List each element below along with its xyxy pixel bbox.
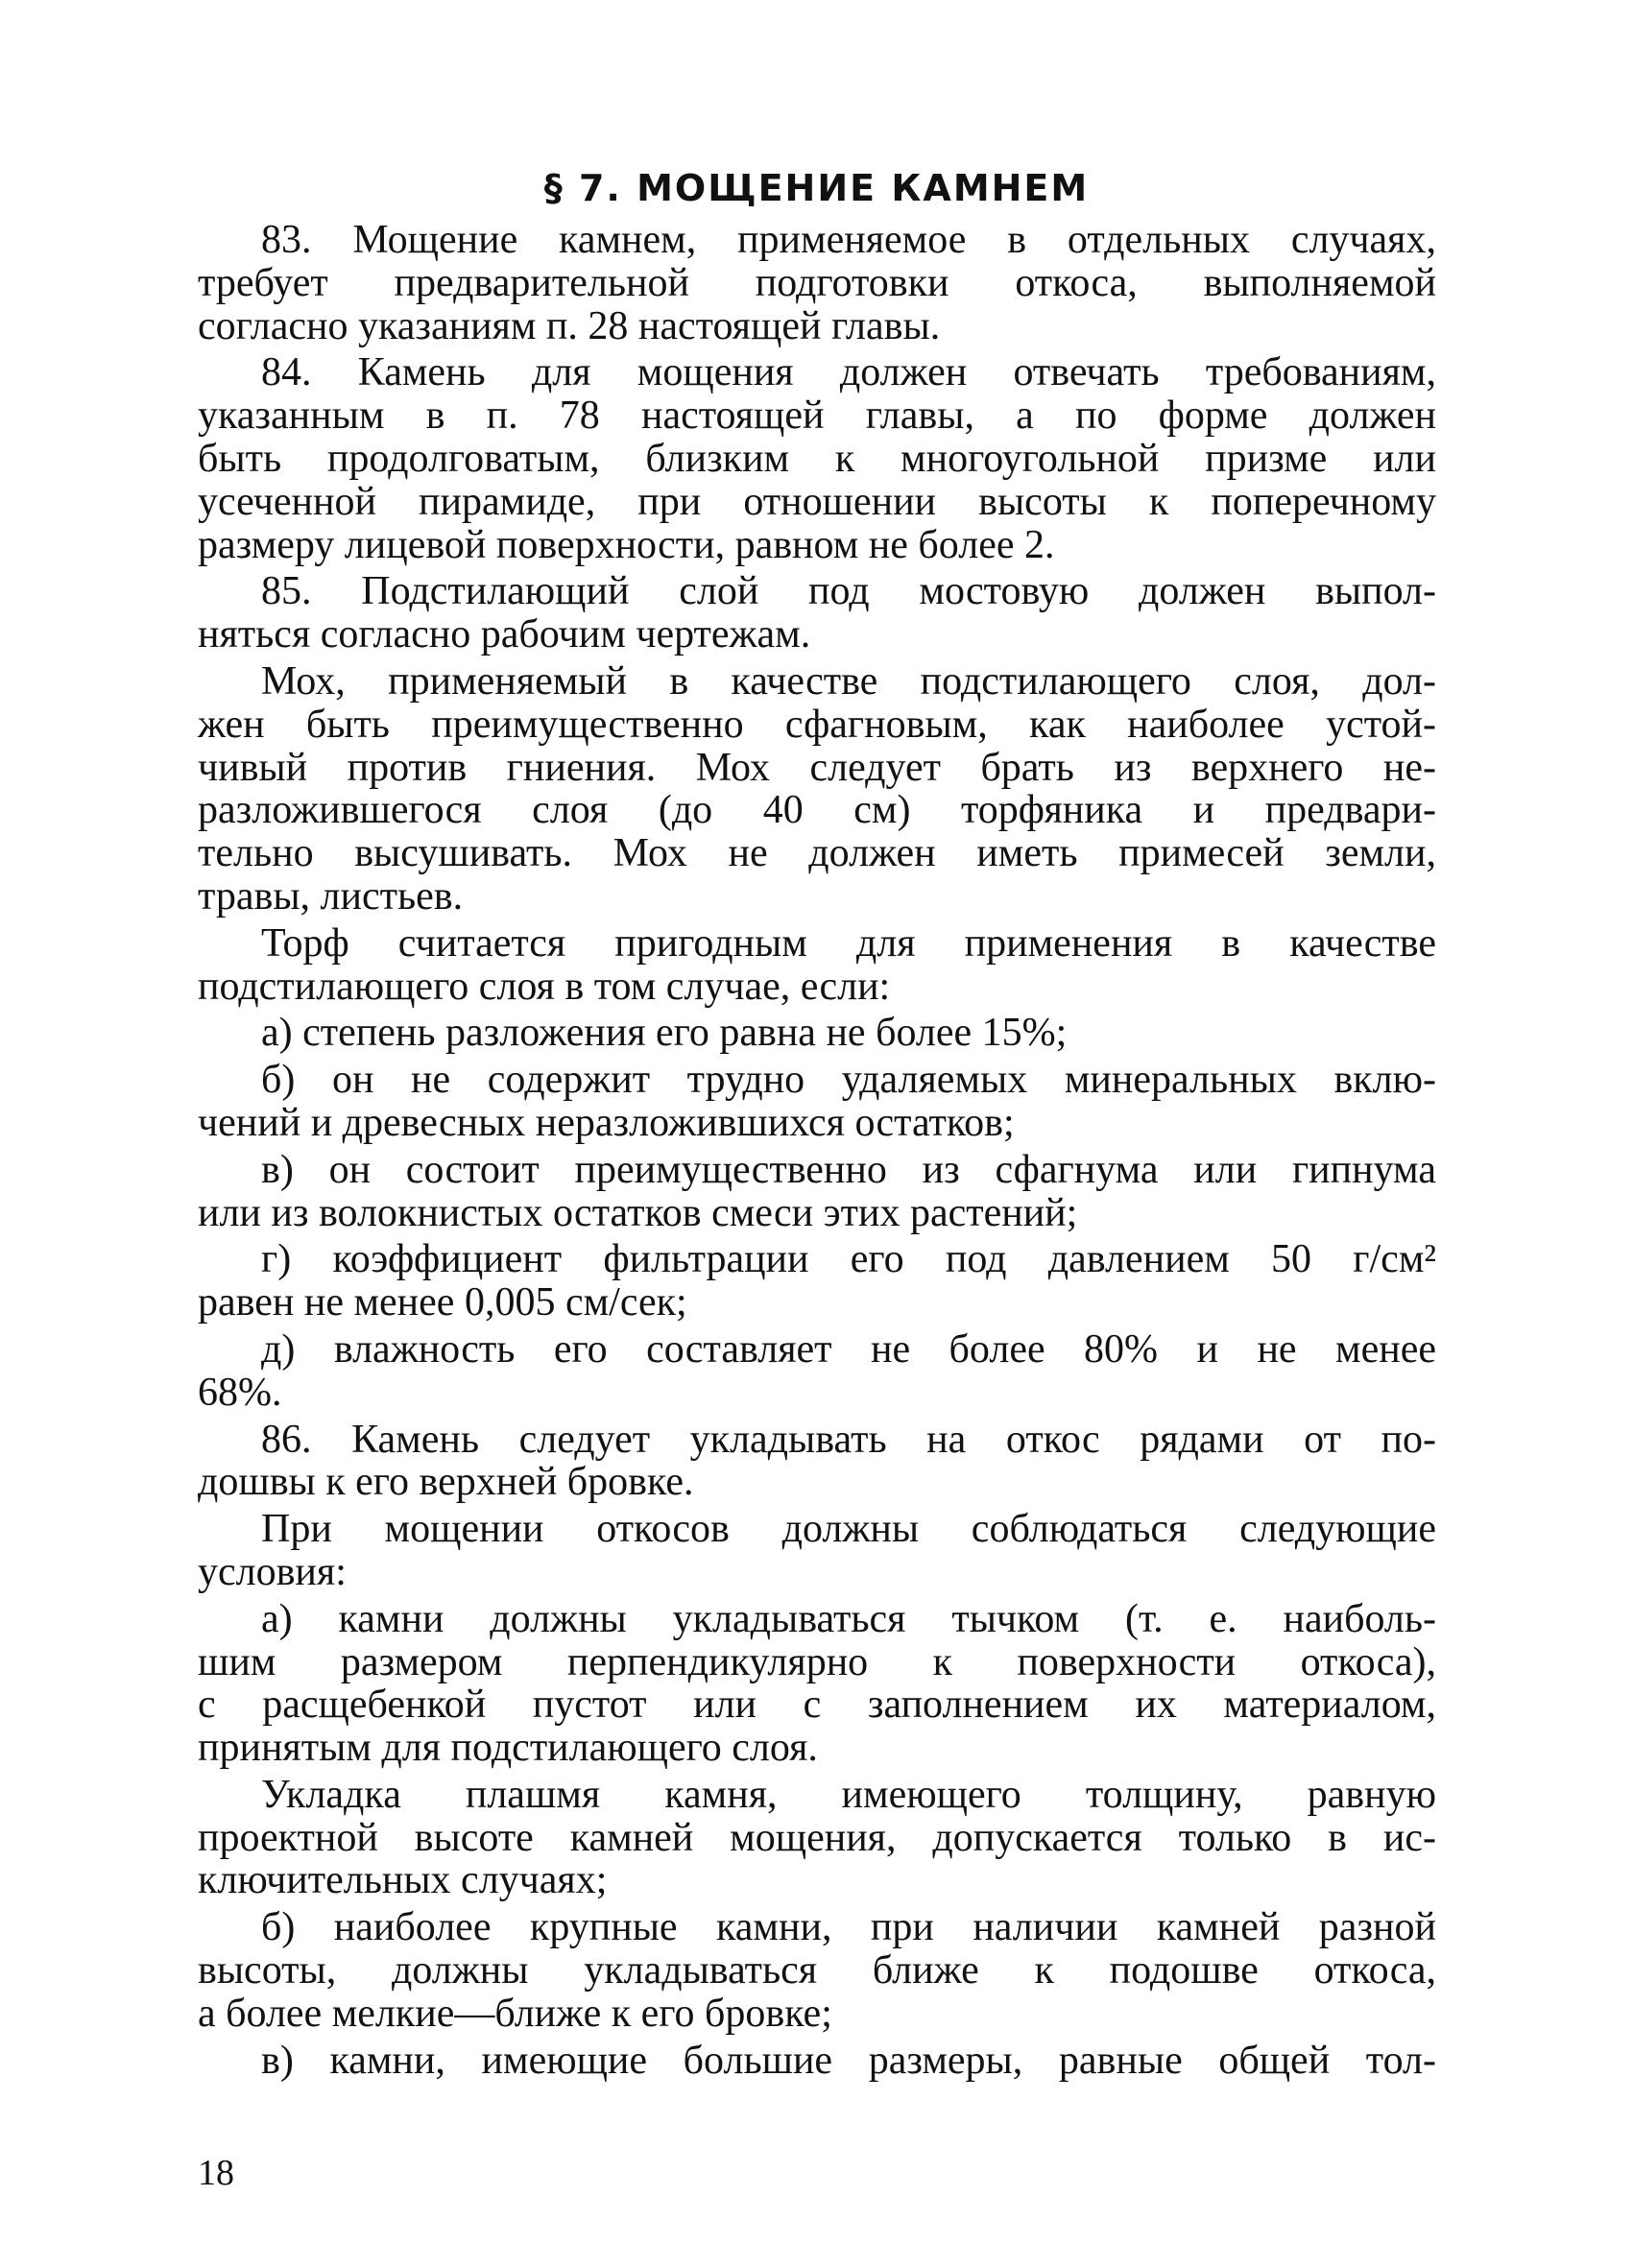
text-line: При мощении откосов должны соблюдаться следующие (261, 1507, 1436, 1552)
text-line: или из волокнистых остатков смеси этих растений; (198, 1190, 1078, 1235)
text-line: подстилающего слоя в том случае, если: (198, 964, 891, 1009)
text-line: Мох, применяемый в качестве подстилающего слоя, дол- (261, 658, 1436, 704)
text-line: условия: (198, 1549, 347, 1594)
text-line: шим размером перпендикулярно к поверхности откоса), (198, 1639, 1436, 1684)
text-line: ключительных случаях; (198, 1858, 608, 1903)
text-line: быть продолговатым, близким к многоугольной призме или (198, 436, 1436, 481)
text-line: д) влажность его составляет не более 80% и не менее (261, 1326, 1436, 1372)
text-line: б) он не содержит трудно удаляемых минеральных вклю- (261, 1058, 1436, 1103)
text-line: а) степень разложения его равна не более 15%; (261, 1011, 1068, 1056)
body-text (198, 219, 1436, 2082)
text-line: принятым для подстилающего слоя. (198, 1726, 818, 1771)
text-line: б) наиболее крупные камни, при наличии камней разной (261, 1905, 1436, 1950)
text-line: 83. Мощение камнем, применяемое в отдельных случаях, (261, 218, 1436, 262)
text-line: разложившегося слоя (до 40 см) торфяника и предвари- (198, 788, 1436, 833)
text-line: а) камни должны укладываться тычком (т. е. наиболь- (261, 1596, 1436, 1641)
text-line: дошвы к его верхней бровке. (198, 1460, 694, 1505)
text-line: 84. Камень для мощения должен отвечать требованиям, (261, 350, 1436, 395)
text-line: равен не менее 0,005 см/сек; (198, 1280, 687, 1325)
text-line: указанным в п. 78 настоящей главы, а по форме должен (198, 394, 1436, 439)
text-line: проектной высоте камней мощения, допускается только в ис- (198, 1815, 1436, 1860)
page-number: 18 (198, 2153, 234, 2193)
text-line: а более мелкие—ближе к его бровке; (198, 1991, 832, 2036)
text-line: Торф считается пригодным для применения в качестве (261, 920, 1436, 966)
text-line: усеченной пирамиде, при отношении высоты к поперечному (198, 479, 1436, 524)
text-line: 85. Подстилающий слой под мостовую должен выпол- (261, 569, 1436, 614)
text-line: травы, листьев. (198, 873, 464, 919)
text-line: с расщебенкой пустот или с заполнением их материалом, (198, 1683, 1436, 1728)
text-line: г) коэффициент фильтрации его под давлением 50 г/см² (261, 1237, 1436, 1282)
text-line: Укладка плашмя камня, имеющего толщину, равную (261, 1772, 1436, 1817)
text-line: 68%. (198, 1370, 282, 1415)
text-line: в) он состоит преимущественно из сфагнума или гипнума (261, 1147, 1436, 1192)
text-line: размеру лицевой поверхности, равном не более 2. (198, 522, 1055, 567)
text-line: требует предварительной подготовки откоса, выполняемой (198, 260, 1436, 305)
text-line: жен быть преимущественно сфагновым, как наиболее устой- (198, 702, 1436, 747)
section-heading: § 7. МОЩЕНИЕ КАМНЕМ (543, 167, 1090, 209)
text-line: чений и древесных неразложившихся остатков; (198, 1100, 1015, 1145)
text-line: согласно указаниям п. 28 настоящей главы. (198, 303, 941, 348)
text-line: няться согласно рабочим чертежам. (198, 612, 811, 657)
text-line: чивый против гниения. Мох следует брать из верхнего не- (198, 745, 1436, 790)
text-line: в) камни, имеющие большие размеры, равные общей тол- (261, 2038, 1436, 2083)
text-line: тельно высушивать. Мох не должен иметь примесей земли, (198, 831, 1436, 876)
text-line: 86. Камень следует укладывать на откос рядами от по- (261, 1417, 1436, 1462)
text-line: высоты, должны укладываться ближе к подошве откоса, (198, 1948, 1436, 1993)
